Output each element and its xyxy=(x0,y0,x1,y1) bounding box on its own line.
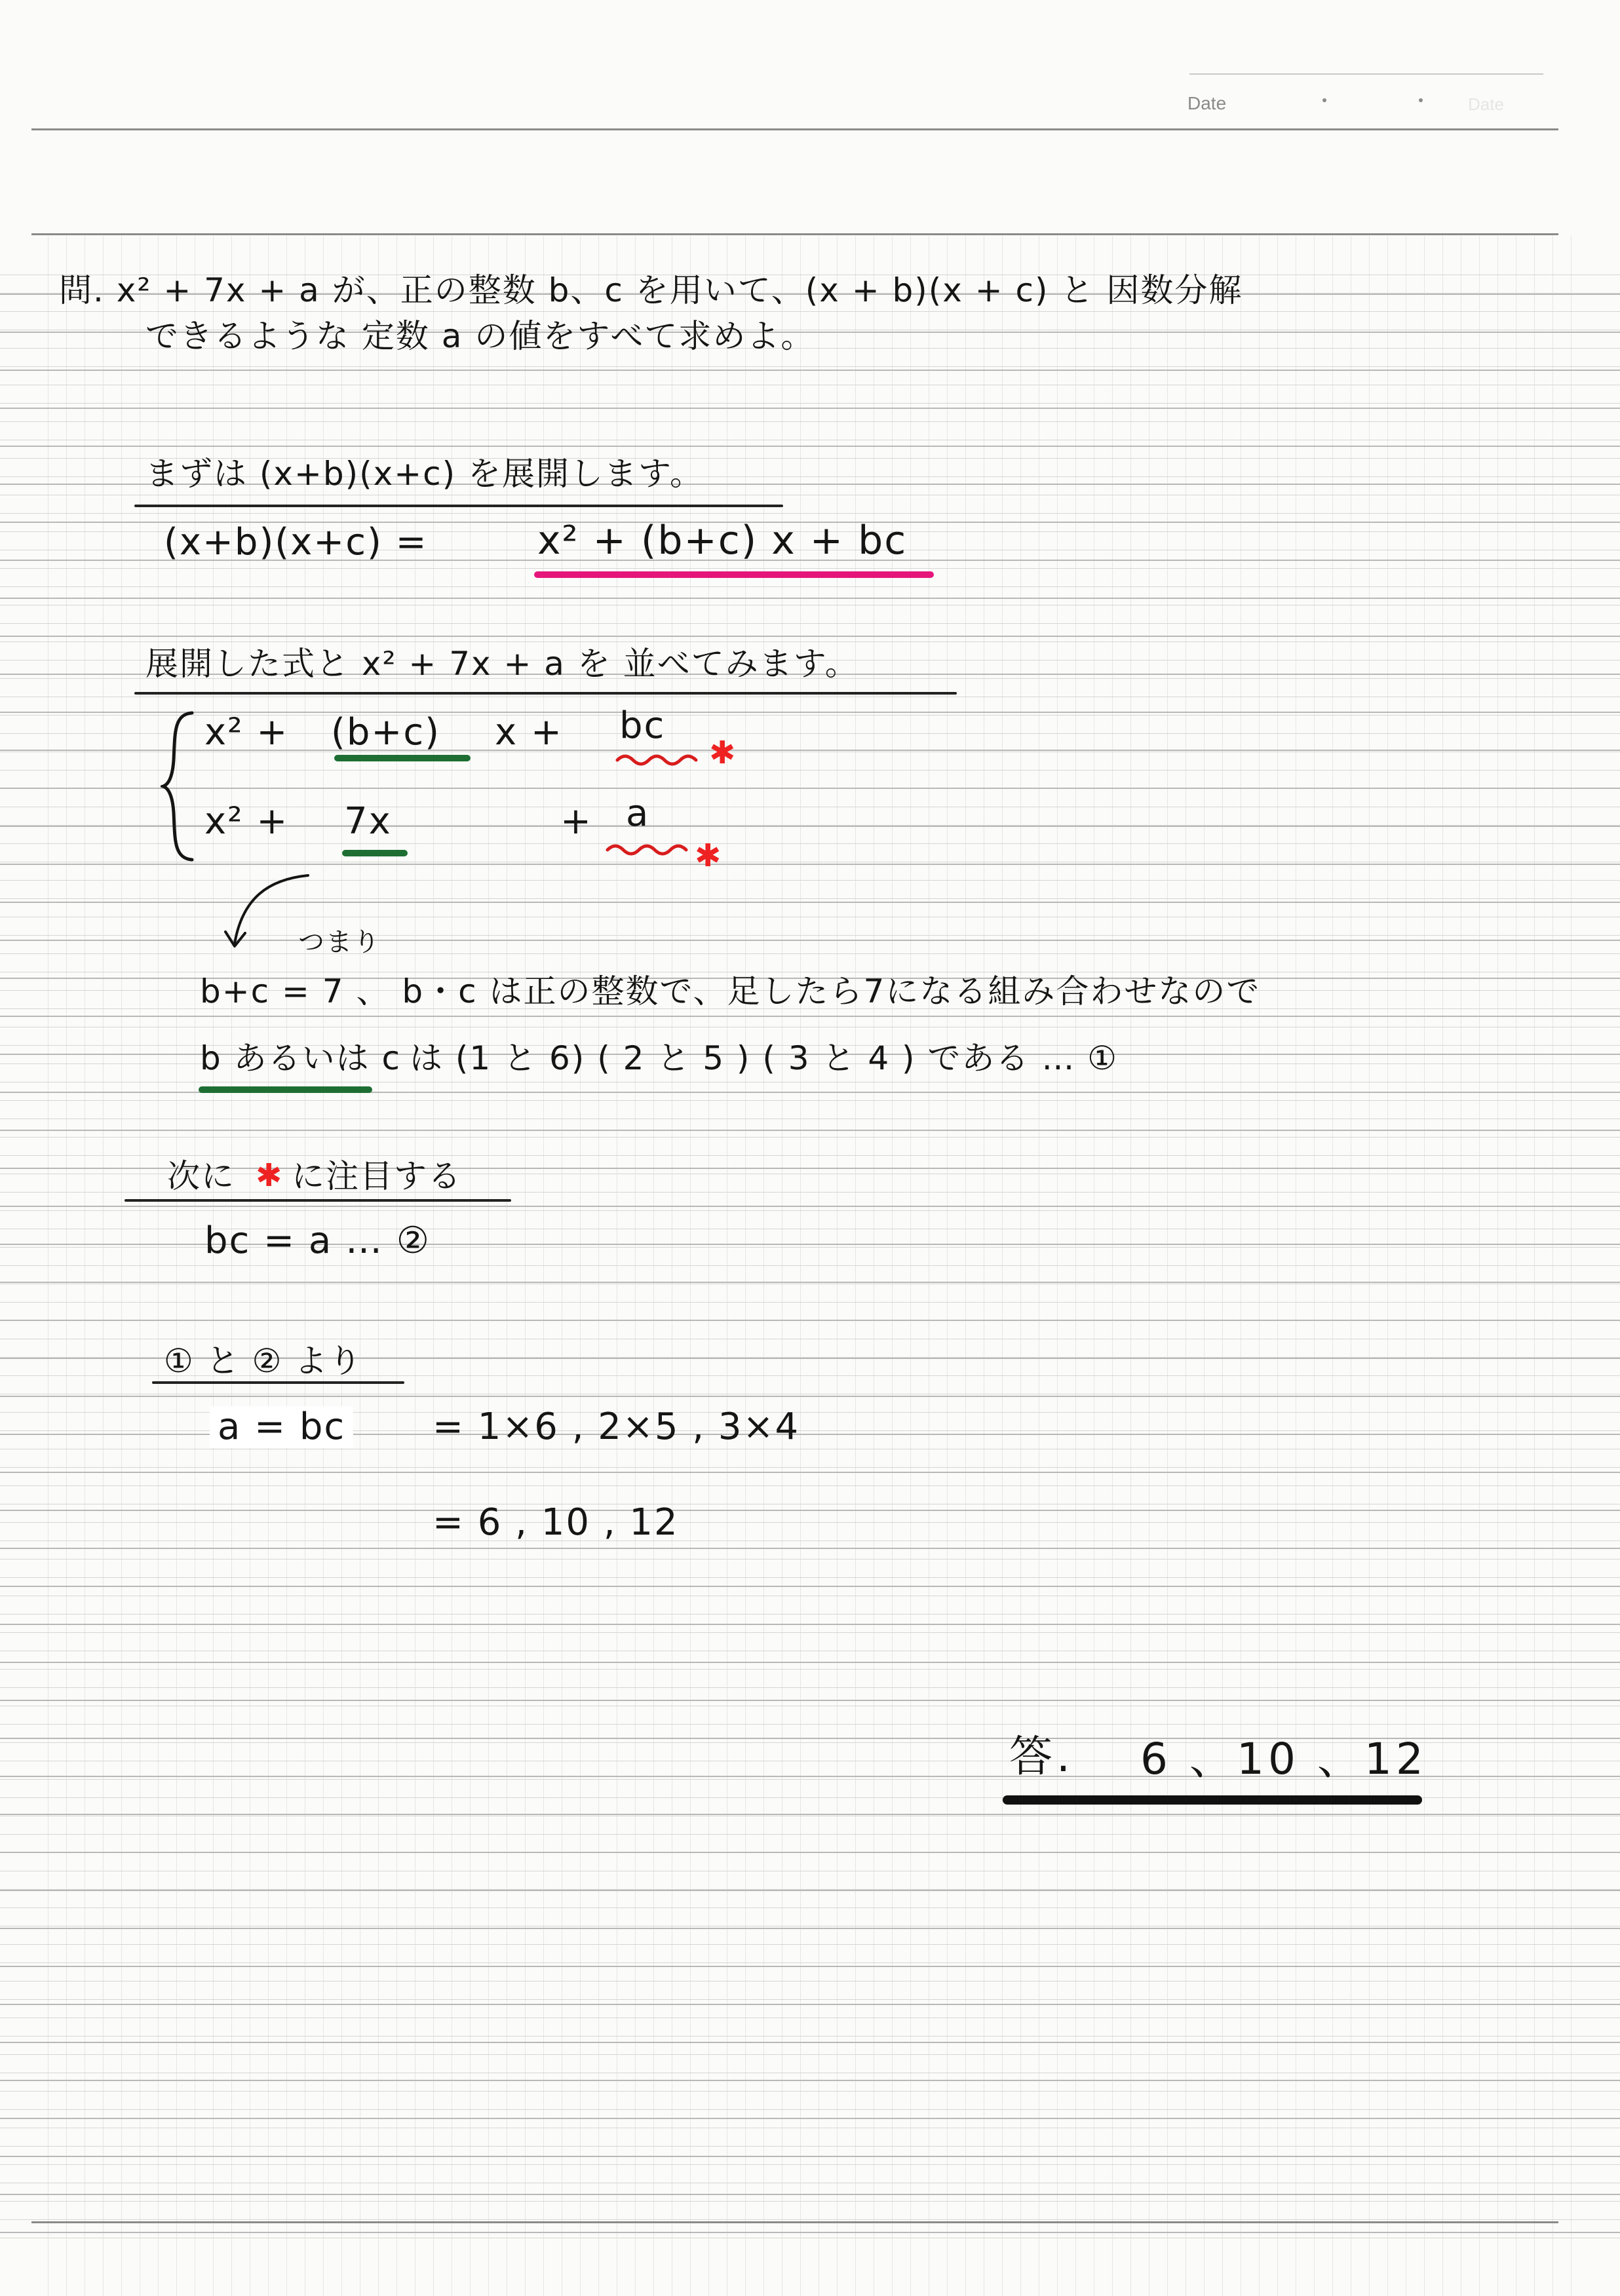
page-header-area xyxy=(0,0,1620,236)
step2-lead-green-underline xyxy=(199,1086,372,1093)
row1-coef-green-underline xyxy=(334,755,471,761)
date-line xyxy=(1189,73,1543,75)
date-faint-label: Date xyxy=(1468,94,1504,114)
content-top-rule xyxy=(31,233,1558,235)
step3-equation: bc = a … ② xyxy=(204,1219,431,1262)
step2-heading: 展開した式と x² + 7x + a を 並べてみます。 xyxy=(145,645,859,683)
step4-line2: = 6 , 10 , 12 xyxy=(433,1501,679,1544)
row1-x: x + xyxy=(495,711,563,754)
brace-icon xyxy=(161,708,200,865)
row2-coef-green-underline xyxy=(342,850,408,856)
row1-const-red-wave xyxy=(616,752,701,772)
row1-x2: x² + xyxy=(204,711,289,754)
step4-heading-underline xyxy=(152,1381,404,1384)
step4-heading: ① と ② より xyxy=(164,1342,363,1380)
arrow-note: つまり xyxy=(298,927,381,957)
row2-coef: 7x xyxy=(344,800,392,843)
step3-star-icon: ✱ xyxy=(256,1157,282,1194)
question-line-1: 問. x² + 7x + a が、正の整数 b、c を用いて、(x + b)(x + c) と 因数分解 xyxy=(59,271,1243,309)
step3-heading-post: に注目する xyxy=(292,1157,462,1195)
date-label: Date xyxy=(1187,93,1227,113)
step1-equation-lhs: (x+b)(x+c) = xyxy=(164,521,428,564)
step1-rhs-pink-underline xyxy=(534,571,934,578)
step3-heading-pre: 次に xyxy=(167,1157,235,1195)
row1-star-icon: ✱ xyxy=(709,735,736,771)
step3-heading-underline xyxy=(125,1199,511,1202)
row2-star-icon: ✱ xyxy=(695,837,722,874)
row2-plus: + xyxy=(560,800,592,843)
step2-conclusion-line1: b+c = 7 、 b・c は正の整数で、足したら7になる組み合わせなので xyxy=(200,972,1261,1010)
date-separator-dot xyxy=(1419,98,1423,102)
row2-const: a xyxy=(626,792,650,835)
step4-line1-rest: = 1×6 , 2×5 , 3×4 xyxy=(433,1406,800,1448)
question-line-2: できるような 定数 a の値をすべて求めよ。 xyxy=(145,317,815,355)
step1-heading: まずは (x+b)(x+c) を展開します。 xyxy=(145,455,704,493)
answer-label: 答. xyxy=(1009,1731,1074,1782)
step2-conclusion-lead: b あるいは c xyxy=(200,1039,402,1077)
step2-heading-underline xyxy=(134,692,957,695)
step1-equation-rhs: x² + (b+c) x + bc xyxy=(537,518,908,564)
row1-coef: (b+c) xyxy=(331,711,440,754)
row1-const: bc xyxy=(619,704,666,747)
row2-x2: x² + xyxy=(204,800,289,843)
answer-values: 6 、10 、12 xyxy=(1140,1734,1427,1784)
step1-heading-underline xyxy=(134,505,783,507)
content-bottom-rule xyxy=(31,2221,1558,2223)
answer-underline xyxy=(1003,1795,1422,1805)
date-separator-dot xyxy=(1322,98,1326,102)
step2-conclusion-rest: は (1 と 6) ( 2 と 5 ) ( 3 と 4 ) である … ① xyxy=(410,1039,1119,1077)
step4-line1-lhs: a = bc xyxy=(210,1406,353,1448)
row2-const-red-wave xyxy=(606,842,691,862)
header-rule xyxy=(31,128,1558,130)
